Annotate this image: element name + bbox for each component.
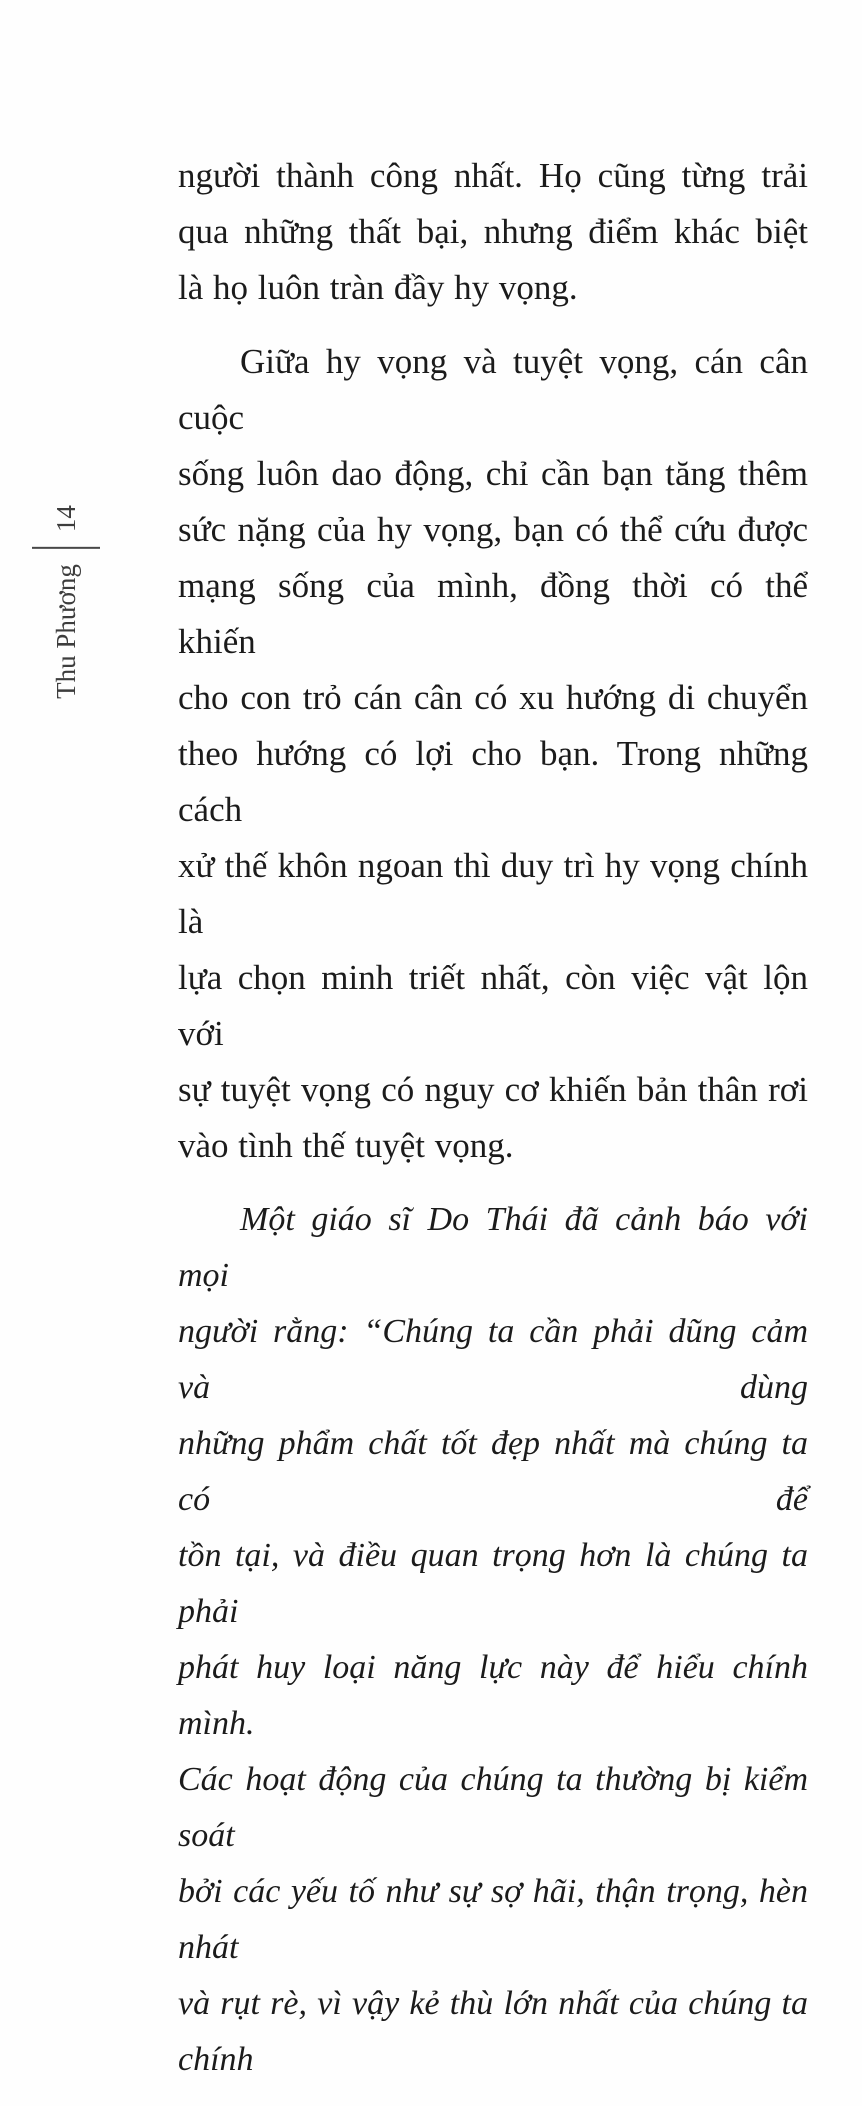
text-line: người thành công nhất. Họ cũng từng trải: [178, 156, 808, 195]
text-line: Một giáo sĩ Do Thái đã cảnh báo với mọi: [178, 1201, 808, 1294]
paragraph: [178, 1192, 808, 2088]
paragraph: [178, 148, 808, 316]
text-line: lựa chọn minh triết nhất, còn việc vật lộn với: [178, 958, 808, 1053]
text-line: bởi các yếu tố như sự sợ hãi, thận trọng, hèn nhát: [178, 1873, 808, 1966]
text-line: và rụt rè, vì vậy kẻ thù lớn nhất của chúng ta chính: [178, 1985, 808, 2078]
text-line: phát huy loại năng lực này để hiểu chính mình.: [178, 1649, 808, 1742]
margin-page-number: 14: [50, 505, 81, 533]
text-line: tồn tại, và điều quan trọng hơn là chúng ta phải: [178, 1537, 808, 1630]
text-line: mạng sống của mình, đồng thời có thể khiến: [178, 566, 808, 661]
text-line: sức nặng của hy vọng, bạn có thể cứu được: [178, 510, 808, 549]
margin-author-name: Thu Phương: [50, 564, 81, 699]
text-line: theo hướng có lợi cho bạn. Trong những cách: [178, 734, 808, 829]
header-separator-rule: [32, 547, 100, 549]
text-line: Các hoạt động của chúng ta thường bị kiểm soát: [178, 1761, 808, 1854]
text-line: là họ luôn tràn đầy hy vọng.: [178, 268, 578, 307]
text-line: sự tuyệt vọng có nguy cơ khiến bản thân rơi: [178, 1070, 808, 1109]
text-line: vào tình thế tuyệt vọng.: [178, 1126, 514, 1165]
margin-running-header: [32, 505, 100, 699]
text-line: những phẩm chất tốt đẹp nhất mà chúng ta có để: [178, 1425, 808, 1518]
page-text-block: [178, 148, 808, 2106]
text-line: cho con trỏ cán cân có xu hướng di chuyển: [178, 678, 808, 717]
text-line: Giữa hy vọng và tuyệt vọng, cán cân cuộc: [178, 342, 808, 437]
paragraph: [178, 334, 808, 1174]
text-line: xử thế khôn ngoan thì duy trì hy vọng chính là: [178, 846, 808, 941]
text-line: sống luôn dao động, chỉ cần bạn tăng thêm: [178, 454, 808, 493]
text-line: người rằng: “Chúng ta cần phải dũng cảm và dùng: [178, 1313, 808, 1406]
text-line: qua những thất bại, nhưng điểm khác biệt: [178, 212, 808, 251]
